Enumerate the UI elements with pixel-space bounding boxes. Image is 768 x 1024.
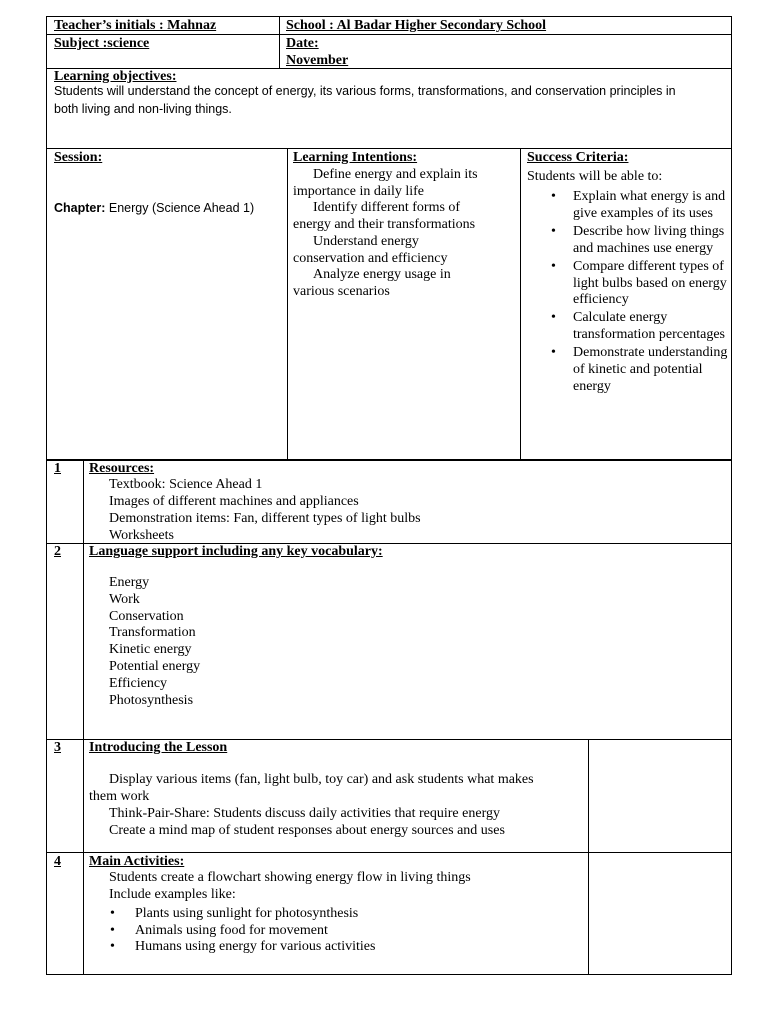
subject: Subject :science — [54, 36, 150, 51]
activity-line: Include examples like: — [109, 887, 236, 902]
resource-line: Textbook: Science Ahead 1 — [109, 477, 263, 492]
criterion-text: Explain what energy is and give examples of its uses — [573, 189, 726, 221]
intention-line: conservation and efficiency — [293, 250, 448, 266]
table-border-right — [731, 16, 732, 974]
criterion-text: Describe how living things and machines use energy — [573, 223, 725, 256]
success-intro: Students will be able to: — [527, 169, 663, 184]
intention-line: importance in daily life — [293, 183, 425, 199]
session-heading: Session: — [54, 150, 103, 165]
success-criterion — [573, 345, 729, 395]
number-column-line — [83, 460, 84, 974]
intentions-heading: Learning Intentions: — [293, 150, 418, 165]
session-divider-vertical — [287, 148, 288, 460]
vocabulary-word: Transformation — [109, 625, 196, 640]
intention-line: Analyze energy usage in — [313, 267, 451, 282]
criteria-divider-vertical — [520, 148, 521, 460]
success-criterion — [573, 259, 729, 309]
success-criterion — [573, 189, 729, 222]
activity-example-text: Animals using food for movement — [135, 922, 328, 938]
intro-line: them work — [89, 788, 150, 804]
criterion-text: Calculate energy transformation percentages — [573, 310, 725, 343]
school-name: School : Al Badar Higher Secondary School — [286, 18, 547, 33]
activity-line: Students create a flowchart showing energy flow in living things — [109, 870, 471, 885]
vocabulary-word: Efficiency — [109, 676, 168, 691]
resource-line: Demonstration items: Fan, different types of light bulbs — [109, 511, 421, 526]
chapter-label: Chapter: — [54, 201, 106, 215]
vocabulary-word: Work — [109, 592, 140, 607]
success-criterion — [573, 224, 729, 257]
objectives-text-line-1: Students will understand the concept of energy, its various forms, transformations, and conservation principles in — [54, 84, 676, 98]
intention-line: various scenarios — [293, 284, 390, 299]
activity-example-text: Plants using sunlight for photosynthesis — [135, 906, 359, 921]
resource-line: Images of different machines and appliances — [109, 494, 359, 509]
activity-example — [135, 923, 575, 940]
success-heading: Success Criteria: — [527, 150, 629, 165]
activity-example — [135, 939, 575, 956]
vocabulary-word: Photosynthesis — [109, 693, 194, 708]
chapter-value: Energy (Science Ahead 1) — [105, 201, 255, 215]
resource-line: Worksheets — [109, 528, 174, 543]
right-column-line — [588, 739, 589, 974]
intention-line: Understand energy — [313, 234, 419, 249]
main-activities-heading: Main Activities: — [89, 854, 185, 869]
objectives-heading: Learning objectives: — [54, 69, 177, 84]
activity-examples-list — [135, 906, 575, 956]
vocabulary-heading: Language support including any key vocabulary: — [89, 544, 383, 559]
intro-heading: Introducing the Lesson — [89, 740, 228, 755]
criterion-text: Compare different types of light bulbs based on energy efficiency — [573, 258, 727, 308]
table-border-bottom — [46, 974, 732, 975]
activity-example-text: Humans using energy for various activities — [135, 939, 376, 955]
row-number-4: 4 — [54, 854, 61, 869]
success-criteria-list — [573, 189, 729, 395]
resources-heading: Resources: — [89, 461, 155, 476]
intention-line: energy and their transformations — [293, 217, 476, 232]
vocabulary-word: Conservation — [109, 609, 184, 624]
intention-line: Define energy and explain its — [313, 167, 478, 182]
objectives-text-line-2: both living and non-living things. — [54, 102, 232, 116]
success-criterion — [573, 310, 729, 343]
intro-line: Create a mind map of student responses about energy sources and uses — [109, 822, 505, 838]
intention-line: Identify different forms of — [313, 200, 461, 215]
row-number-2: 2 — [54, 544, 61, 559]
chapter-line — [54, 200, 254, 217]
activity-example — [135, 906, 575, 923]
row-number-3: 3 — [54, 740, 61, 755]
date-value: November — [286, 53, 349, 68]
teacher-initials: Teacher’s initials : Mahnaz — [54, 18, 217, 33]
vocabulary-word: Kinetic energy — [109, 642, 192, 657]
table-border-left — [46, 16, 47, 974]
criterion-text: Demonstrate understanding of kinetic and potential energy — [573, 345, 728, 394]
vocabulary-word: Energy — [109, 575, 150, 590]
row-number-1: 1 — [54, 461, 61, 476]
intro-line: Display various items (fan, light bulb, toy car) and ask students what makes — [109, 772, 534, 787]
header-divider-vertical — [279, 16, 280, 68]
intro-line: Think-Pair-Share: Students discuss daily activities that require energy — [109, 805, 500, 821]
vocabulary-word: Potential energy — [109, 659, 201, 674]
date-label: Date: — [286, 36, 319, 51]
